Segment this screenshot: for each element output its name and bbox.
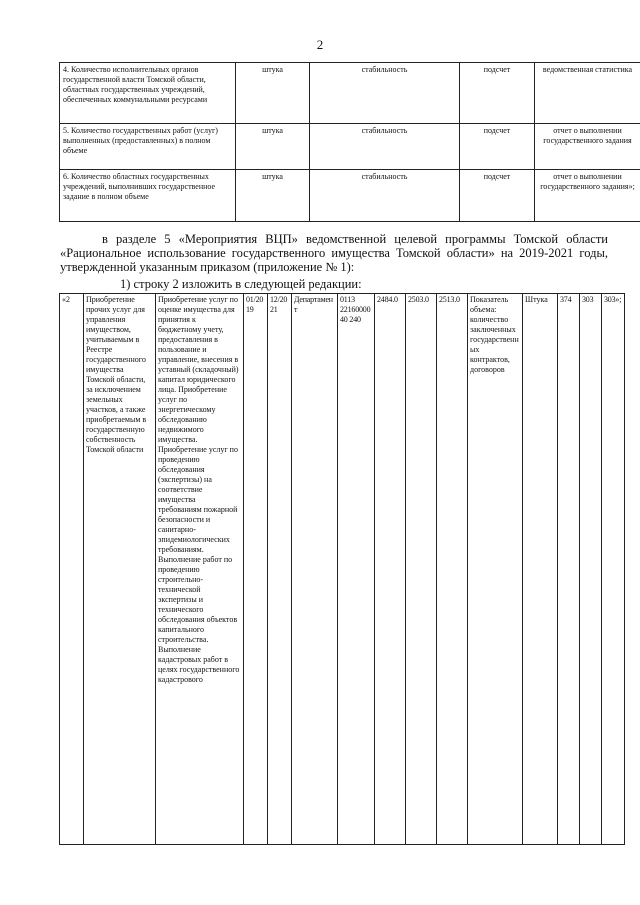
table-row [60,294,625,845]
method-cell: подсчет [460,124,535,170]
trend-cell: стабильность [310,63,460,124]
value-2019-cell: 374 [558,294,580,845]
source-cell: ведомственная статистика [535,63,640,124]
page-number: 2 [316,37,324,52]
funding-2019-cell: 2484.0 [375,294,406,845]
trend-cell: стабильность [310,124,460,170]
value-2021-cell: 303»; [602,294,625,845]
method-cell: подсчет [460,63,535,124]
amendment-paragraph: в разделе 5 «Мероприятия ВЦП» ведомственной целевой программы Томской области «Рациональное использование государственного имущества Томской области» на 2019-2021 годы, утвержденной указанным приказом (приложение № 1): [60,232,608,274]
table-row [60,124,640,170]
end-date-cell: 12/2021 [268,294,292,845]
indicator-cell: 4. Количество исполнительных органов государственной власти Томской области, областных государственных учреждений, обеспеченных коммунальными ресурсами [60,63,236,124]
value-2020-cell: 303 [580,294,602,845]
kbk-cell: 0113 2216000040 240 [338,294,375,845]
unit-cell: Штука [523,294,558,845]
method-cell: подсчет [460,170,535,222]
table-row [60,170,640,222]
indicator-cell: Показатель объема: количество заключенных государственных контрактов, договоров [468,294,523,845]
events-table [59,293,625,845]
amendment-subparagraph: 1) строку 2 изложить в следующей редакции: [120,277,362,291]
source-cell: отчет о выполнении государственного задания»; [535,170,640,222]
unit-cell: штука [236,124,310,170]
unit-cell: штука [236,170,310,222]
table-row [60,63,640,124]
indicator-cell: 6. Количество областных государственных учреждений, выполнивших государственное задание в полном объеме [60,170,236,222]
unit-cell: штука [236,63,310,124]
event-name-cell: Приобретение прочих услуг для управления имуществом, учитываемым в Реестре государственного имущества Томской области, за исключением земельных участков, а также приобретаемым в государственную собственность Томской области [84,294,156,845]
funding-2020-cell: 2503.0 [406,294,437,845]
funding-2021-cell: 2513.0 [437,294,468,845]
indicator-cell: 5. Количество государственных работ (услуг) выполненных (предоставленных) в полном объеме [60,124,236,170]
trend-cell: стабильность [310,170,460,222]
executor-cell: Департамент [292,294,338,845]
start-date-cell: 01/2019 [244,294,268,845]
row-number-cell: «2 [60,294,84,845]
indicators-table [59,62,640,222]
event-description-cell: Приобретение услуг по оценке имущества для принятия к бюджетному учету, предоставления в пользование и управление, внесения в уставный (складочный) капитал юридического лица. Приобретение услуг по энергетическому обследованию недвижимого имущества. Приобретение услуг по проведению обследования (экспертизы) на соответствие имущества требованиям пожарной безопасности и санитарно-эпидемиологических требованиям. Выполнение работ по проведению строительно-технической экспертизы и технического обследования объектов капитального строительства. Выполнение кадастровых работ в целях государственного кадастрового [156,294,244,845]
source-cell: отчет о выполнении государственного задания [535,124,640,170]
